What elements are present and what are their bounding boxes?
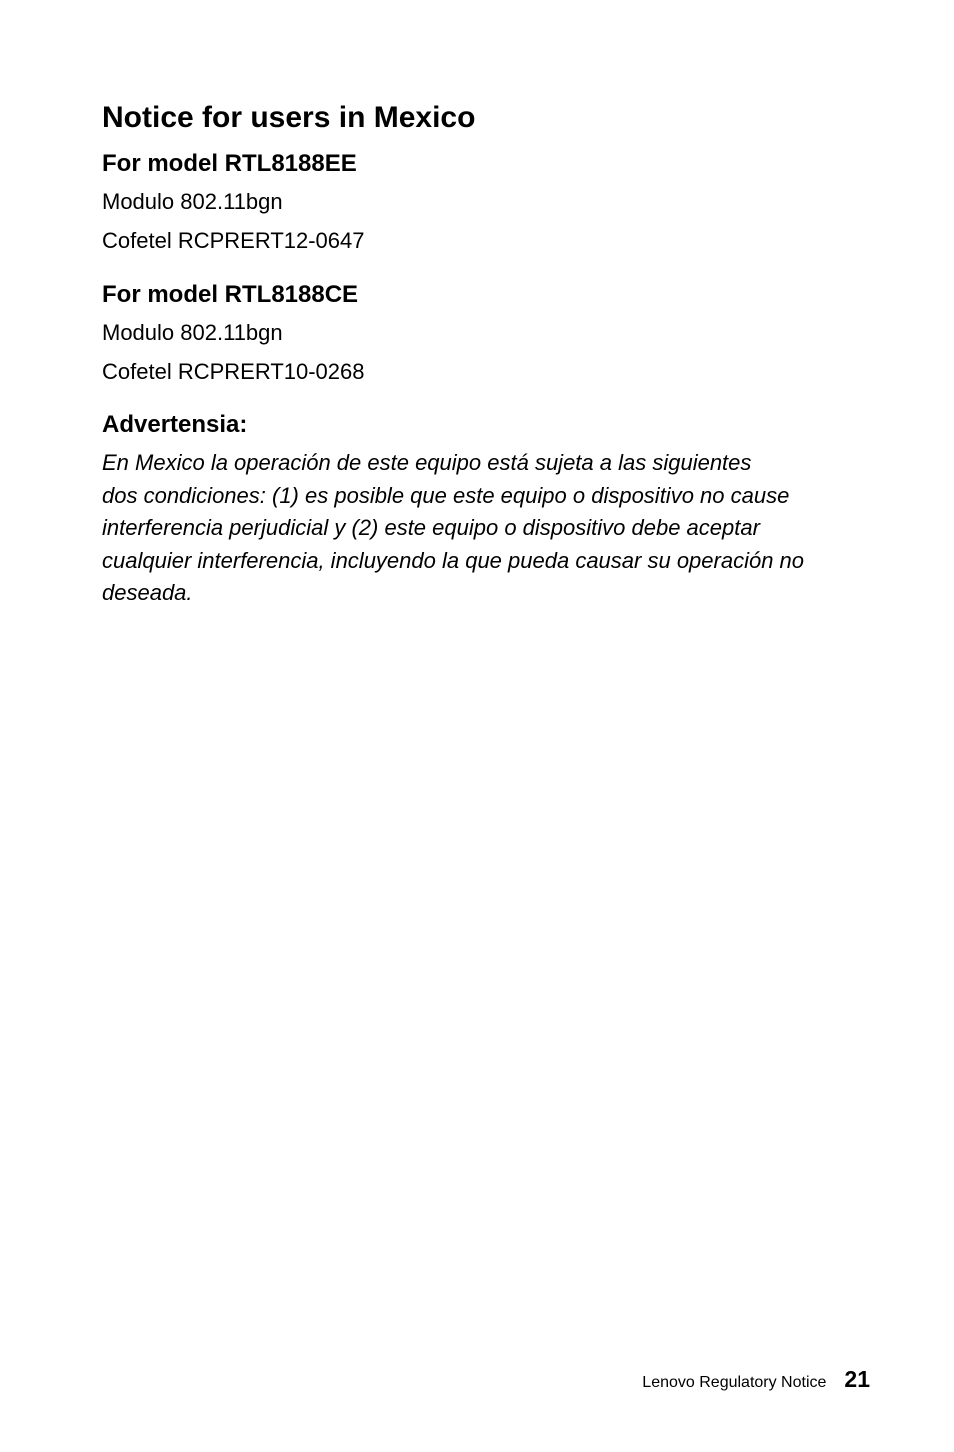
warning-line: cualquier interferencia, incluyendo la que pueda causar su operación no — [102, 547, 805, 573]
cofetel-number: Cofetel RCPRERT12-0647 — [102, 228, 365, 253]
module-label: Modulo 802.11bgn — [102, 320, 283, 345]
warning-line: deseada. — [102, 580, 193, 605]
page-number: 21 — [844, 1366, 870, 1392]
warning-line: interferencia perjudicial y (2) este equipo o dispositivo debe aceptar — [102, 515, 760, 540]
page-title: Notice for users in Mexico — [102, 101, 476, 134]
model-heading: For model RTL8188EE — [102, 150, 357, 177]
warning-line: En Mexico la operación de este equipo está sujeta a las siguientes — [102, 450, 752, 475]
warning-text — [102, 447, 882, 610]
warning-line: dos condiciones: (1) es posible que este equipo o dispositivo no cause — [102, 482, 790, 508]
footer-document-title: Lenovo Regulatory Notice — [642, 1374, 827, 1391]
module-label: Modulo 802.11bgn — [102, 189, 283, 214]
warning-heading: Advertensia: — [102, 411, 248, 438]
model-heading: For model RTL8188CE — [102, 281, 359, 308]
cofetel-number: Cofetel RCPRERT10-0268 — [102, 359, 365, 384]
page-footer — [642, 1366, 870, 1393]
